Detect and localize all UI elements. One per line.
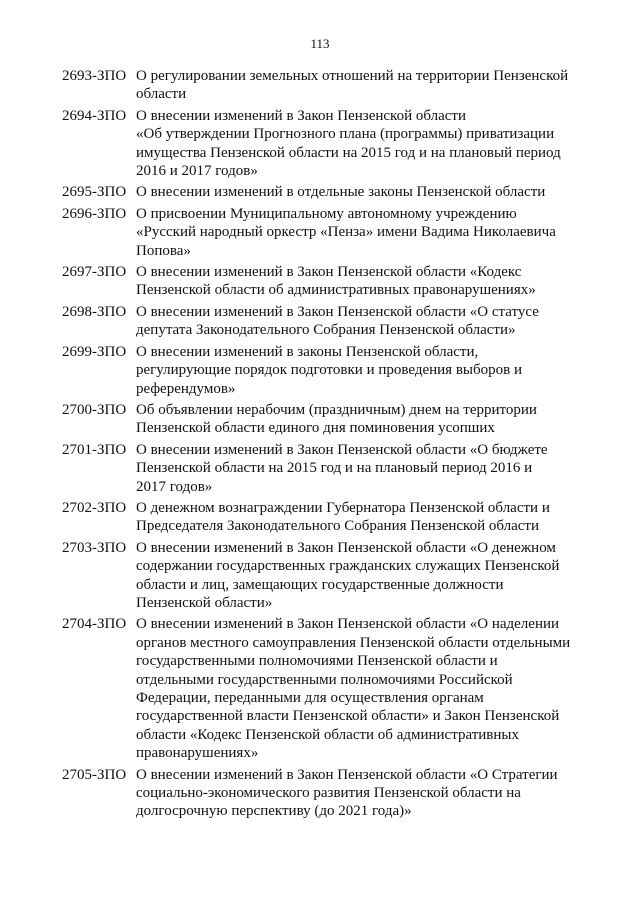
law-title-line: О внесении изменений в Закон Пензенской области «О бюджете (136, 441, 548, 458)
law-title-line: Пензенской области об административных правонарушениях» (136, 282, 536, 299)
law-title (136, 441, 582, 496)
law-number: 2694-ЗПО (62, 107, 127, 124)
law-entry (62, 615, 582, 762)
law-title-line: «Русский народный оркестр «Пенза» имени Вадима Николаевича (136, 224, 556, 241)
law-entry (62, 263, 582, 300)
law-title (136, 205, 582, 260)
law-title (136, 343, 582, 398)
law-title-line: «Об утверждении Прогнозного плана (программы) приватизации (136, 126, 555, 143)
law-title-line: органов местного самоуправления Пензенской области отдельными (136, 634, 571, 651)
law-number: 2702-ЗПО (62, 499, 127, 516)
law-title-line: области «Кодекс Пензенской области об административных (136, 726, 519, 743)
law-number: 2704-ЗПО (62, 616, 127, 633)
law-title-line: О регулировании земельных отношений на территории Пензенской (136, 68, 569, 84)
law-entry (62, 303, 582, 340)
law-entry (62, 205, 582, 260)
law-title-line: О внесении изменений в отдельные законы Пензенской области (136, 184, 546, 201)
law-title-line: социально-экономического развития Пензенской области на (136, 785, 521, 802)
law-entry (62, 539, 582, 613)
law-title (136, 263, 582, 300)
law-title-line: Пензенской области единого дня поминовения усопших (136, 420, 495, 437)
law-entry (62, 343, 582, 398)
law-number: 2695-ЗПО (62, 184, 127, 201)
law-title (136, 107, 582, 181)
law-number: 2703-ЗПО (62, 539, 127, 556)
law-title (136, 766, 582, 821)
law-entry (62, 499, 582, 536)
law-title-line: государственной власти Пензенской области» и Закон Пензенской (136, 708, 560, 725)
law-title-line: 2017 годов» (136, 478, 213, 495)
law-title-line: государственными полномочиями Пензенской области и (136, 653, 498, 670)
law-title-line: Пензенской области» (136, 594, 273, 611)
law-title (136, 303, 582, 340)
law-title-line: Об объявлении нерабочим (праздничным) днем на территории (136, 401, 537, 418)
law-title-line: регулирующие порядок подготовки и проведения выборов и (136, 362, 522, 379)
law-title-line: О присвоении Муниципальному автономному учреждению (136, 205, 517, 222)
law-number: 2696-ЗПО (62, 205, 127, 222)
law-entry (62, 401, 582, 438)
law-title-line: референдумов» (136, 380, 236, 397)
page-number: 113 (310, 36, 330, 51)
law-title (136, 499, 582, 536)
law-number: 2701-ЗПО (62, 441, 127, 458)
law-entry (62, 107, 582, 181)
law-number: 2705-ЗПО (62, 766, 127, 783)
law-title-line: Пензенской области на 2015 год и на плановый период 2016 и (136, 460, 533, 477)
law-title-line: Попова» (136, 242, 191, 259)
law-title-line: депутата Законодательного Собрания Пензенской области» (136, 322, 516, 339)
law-title-line: О внесении изменений в Закон Пензенской области (136, 107, 466, 124)
law-title-line: долгосрочную перспективу (до 2021 года)» (136, 803, 412, 820)
law-title-line: Федерации, переданными для осуществления органам (136, 690, 484, 706)
law-title (136, 401, 582, 438)
law-number: 2700-ЗПО (62, 401, 127, 418)
law-number: 2693-ЗПО (62, 68, 127, 84)
law-title (136, 67, 582, 104)
law-title (136, 615, 582, 762)
law-title-line: отдельными государственными полномочиями Российской (136, 671, 513, 688)
law-title-line: О внесении изменений в Закон Пензенской области «О денежном (136, 539, 556, 556)
law-title-line: О внесении изменений в Закон Пензенской области «О наделении (136, 616, 560, 633)
law-entry (62, 183, 582, 201)
law-title-line: О внесении изменений в Закон Пензенской области «Кодекс (136, 264, 522, 281)
law-title-line: содержании государственных гражданских служащих Пензенской (136, 558, 560, 575)
law-title-line: Председателя Законодательного Собрания Пензенской области (136, 518, 539, 535)
law-entry (62, 67, 582, 104)
law-title-line: области и лиц, замещающих государственные должности (136, 576, 504, 593)
law-title (136, 183, 582, 201)
law-title-line: правонарушениях» (136, 745, 259, 762)
law-title-line: О денежном вознаграждении Губернатора Пензенской области и (136, 499, 550, 516)
law-number: 2698-ЗПО (62, 303, 127, 320)
law-title (136, 539, 582, 613)
law-entry (62, 441, 582, 496)
law-title-line: 2016 и 2017 годов» (136, 163, 258, 180)
law-entry (62, 766, 582, 821)
law-title-line: О внесении изменений в Закон Пензенской области «О статусе (136, 303, 539, 320)
law-number: 2699-ЗПО (62, 343, 127, 360)
law-title-line: О внесении изменений в Закон Пензенской области «О Стратегии (136, 766, 558, 783)
law-title-line: области (136, 86, 187, 103)
law-number: 2697-ЗПО (62, 264, 127, 281)
law-list (62, 67, 582, 824)
law-title-line: имущества Пензенской области на 2015 год и на плановый период (136, 144, 561, 161)
law-title-line: О внесении изменений в законы Пензенской области, (136, 343, 479, 360)
